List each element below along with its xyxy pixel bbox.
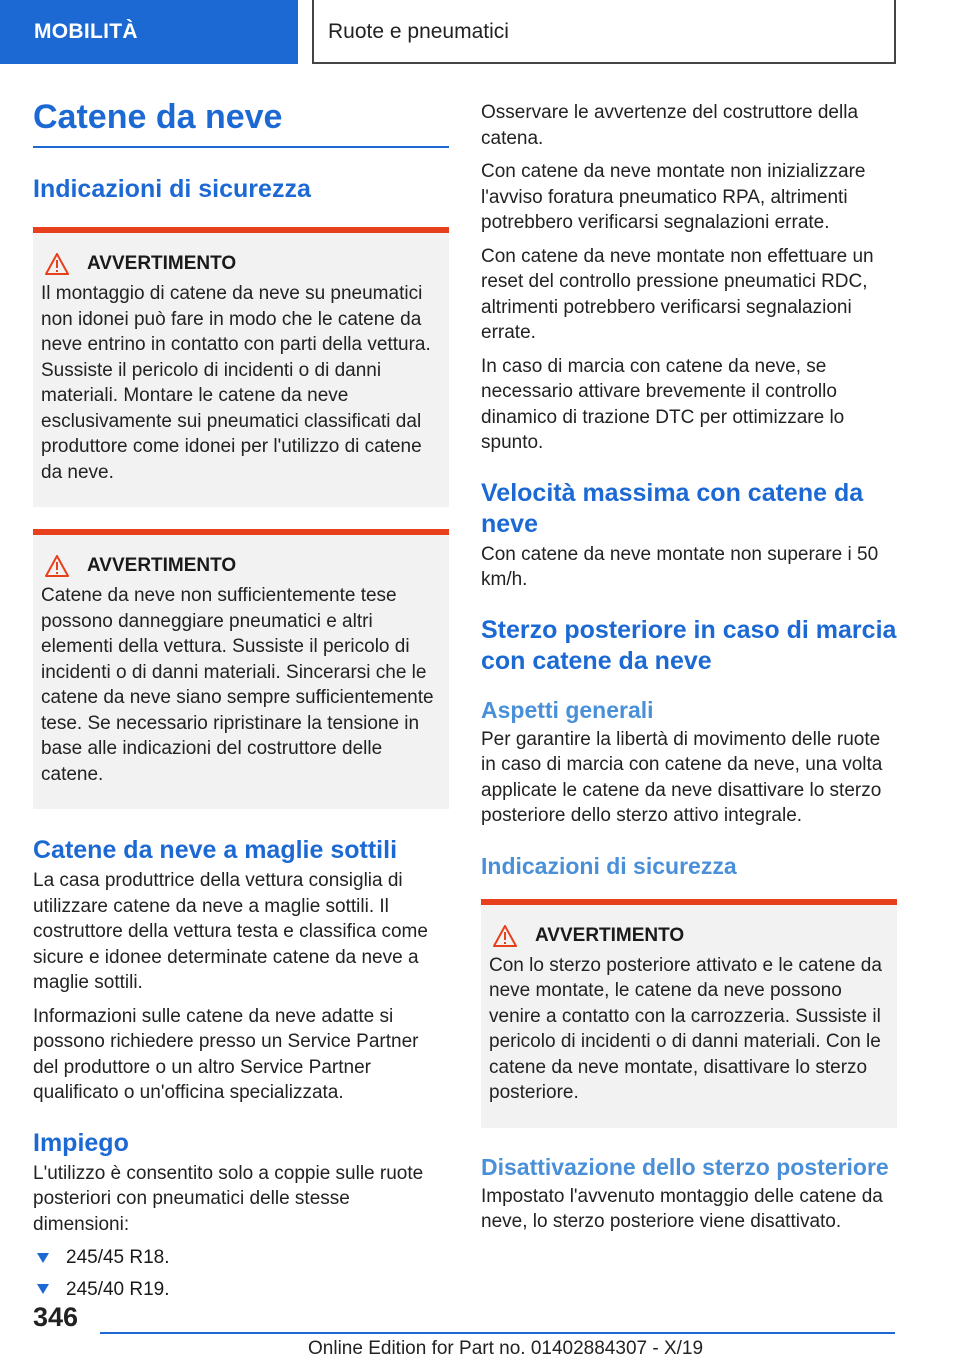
dtc-note: In caso di marcia con catene da neve, se necessario attivare brevemente il controllo dinamico di trazione DTC per ottimizzare lo spunto. [481,355,845,453]
manufacturer-note: Osservare le avvertenze del costruttore della catena. [481,102,859,149]
warning-box-2 [33,529,449,809]
warning-text: Catene da neve non sufficientemente tese possono danneggiare pneumatici e altri elementi della vettura. Sussiste il pericolo di incidenti o di danni materiali. Sincerarsi che le catene da neve siano sempre sufficientemente tese. Se necessario ripristinare la tensione in base alle indicazioni del costruttore delle catene. [41,585,434,785]
rdc-note: Con catene da neve montate non effettuare un reset del controllo pressione pneumatici RDC, altrimenti potrebbero verificarsi segnalazioni errate. [481,245,874,343]
warning-triangle-icon [45,555,69,577]
safety-heading-right: Indicazioni di sicurezza [481,852,737,879]
page-title: Catene da neve [33,96,449,148]
rpa-note: Con catene da neve montate non inizializzare l'avviso foratura pneumatico RPA, altrimenti potrebbero verificarsi segnalazioni errate. [481,161,866,233]
safety-heading: Indicazioni di sicurezza [33,175,311,203]
bullet-triangle-icon [37,1284,49,1294]
footer-divider [100,1332,895,1334]
warning-text: Con lo sterzo posteriore attivato e le catene da neve montate, le catene da neve possono venire a contatto con la carrozzeria. Sussiste il pericolo di incidenti o di danni materiali. Con le catene da neve montate, disattivare lo sterzo posteriore. [489,954,882,1103]
page-header [0,0,960,66]
deactivation-heading: Disattivazione dello sterzo posteriore [481,1153,889,1180]
edition-footer: Online Edition for Part no. 01402884307 - X/19 [308,1338,704,1359]
tire-size-list [33,1245,449,1302]
general-heading: Aspetti generali [481,696,654,723]
warning-box-1 [33,227,449,507]
rear-steer-heading: Sterzo posteriore in caso di marcia con catene da neve [481,615,897,675]
warning-triangle-icon [45,253,69,275]
speed-heading: Velocità massima con catene da neve [481,478,864,538]
fine-chains-heading: Catene da neve a maglie sottili [33,836,398,864]
warning-label: AVVERTIMENTO [535,924,685,946]
deactivation-paragraph: Impostato l'avvenuto montaggio delle catene da neve, lo sterzo posteriore viene disattivato. [481,1185,883,1232]
fine-chains-paragraph-1: La casa produttrice della vettura consiglia di utilizzare catene da neve a maglie sottili. Il costruttore della vettura testa e classifica come sicure e idonee determinate catene da neve a maglie sottili. [33,870,428,993]
warning-label: AVVERTIMENTO [87,253,237,274]
warning-box-3 [481,899,897,1128]
list-item: 245/40 R19. [33,1277,449,1303]
left-column [33,96,449,1308]
warning-text: Il montaggio di catene da neve su pneumatici non idonei può fare in modo che le catene da neve entrino in contatto con parti della vettura. Sussiste il pericolo di incidenti o di danni materiali. Montare le catene da neve esclusivamente sui pneumatici classificati dal produttore come idonei per l'utilizzo di catene da neve. [41,283,431,483]
use-heading: Impiego [33,1128,129,1157]
use-paragraph: L'utilizzo è consentito solo a coppie sulle ruote posteriori con pneumatici delle stesse dimensioni: [33,1162,424,1235]
section-tab: MOBILITÀ [0,0,298,64]
fine-chains-paragraph-2: Informazioni sulle catene da neve adatte si possono richiedere presso un Service Partner del produttore o un altro Service Partner qualificato o un'officina specializzata. [33,1005,419,1103]
page-number: 346 [33,1302,79,1332]
list-item: 245/45 R18. [33,1245,449,1271]
general-paragraph: Per garantire la libertà di movimento delle ruote in caso di marcia con catene da neve, una volta applicate le catene da neve disattivare lo sterzo posteriore dello sterzo attivo integrale. [481,728,883,826]
chapter-title: Ruote e pneumatici [312,0,896,64]
right-column [481,100,897,1235]
warning-triangle-icon [493,925,517,947]
bullet-triangle-icon [37,1253,49,1263]
warning-label: AVVERTIMENTO [87,555,237,576]
speed-paragraph: Con catene da neve montate non superare i 50 km/h. [481,543,879,590]
